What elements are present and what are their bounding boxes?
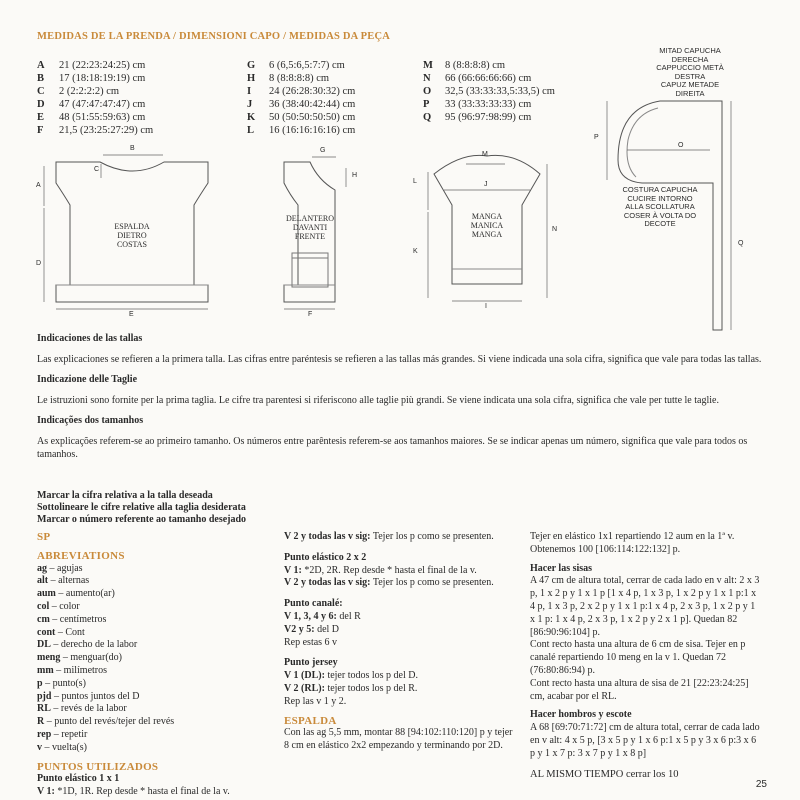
page-title: MEDIDAS DE LA PRENDA / DIMENSIONI CAPO / MEDIDAS DA PEÇA — [37, 31, 391, 42]
abbreviation-key: mm — [37, 664, 54, 676]
measurement-value: 6 (6,5:6,5:7:7) cm — [269, 60, 345, 71]
measurement-value: 47 (47:47:47:47) cm — [59, 99, 146, 110]
abbreviation-key: col — [37, 600, 50, 612]
abbreviation-value: – derecho de la labor — [50, 639, 138, 651]
hood-label-line: DESTRA — [674, 71, 706, 81]
label-F: F — [308, 311, 313, 318]
row-label: V 1 (DL): — [284, 670, 325, 682]
measurement-key: C — [37, 86, 45, 97]
hood-label-line: DIREITA — [675, 88, 705, 98]
hood-label-line: DERECHA — [671, 54, 709, 64]
abbreviation-item — [37, 742, 277, 755]
row-text: tejer todos los p del R. — [324, 682, 418, 694]
mark-line: Sottolineare le cifre relative alla taglia desiderata — [37, 502, 246, 513]
hood-label-line: ALLA SCOLLATURA — [625, 202, 695, 211]
measurement-value: 2 (2:2:2:2) cm — [59, 86, 120, 97]
back-text: Con las ag 5,5 mm, montar 88 [94:102:110:120] p y tejer 8 cm en elástico 2x2 empezando y terminando por 2D. — [284, 727, 513, 752]
abbreviation-item — [37, 627, 277, 640]
hood-label-line: MITAD CAPUCHA — [659, 46, 721, 55]
abbreviation-value: – puntos juntos del D — [51, 690, 140, 702]
measurement-key: H — [247, 73, 256, 84]
stitch-row — [284, 624, 514, 637]
label-O: O — [678, 142, 684, 149]
abbreviation-value: – alternas — [48, 575, 90, 587]
measurement-key: M — [423, 60, 433, 71]
abbreviations-list — [37, 563, 277, 755]
abbreviation-key: alt — [37, 575, 49, 587]
abbreviation-key: aum — [37, 588, 56, 600]
measurement-key: K — [247, 112, 256, 123]
abbreviation-key: meng — [37, 652, 61, 664]
row-label: V2 y 5: — [284, 623, 315, 635]
measurement-value: 32,5 (33:33:33,5:33,5) cm — [445, 86, 555, 97]
armhole-text-2: Cont recto hasta una altura de 6 cm de sisa. Tejer en p canalé repartiendo 10 meng en la v 1. Quedan 72 (76:80:86:94) p. — [530, 639, 746, 676]
measurement-value: 8 (8:8:8:8) cm — [269, 73, 330, 84]
abbreviation-value: – menguar(do) — [60, 652, 122, 664]
measurement-key: L — [247, 125, 255, 136]
same-time-text: AL MISMO TIEMPO cerrar los 10 — [530, 768, 679, 780]
abbreviation-key: ag — [37, 562, 47, 574]
row-text: Tejer los p como se presenten. — [370, 531, 494, 542]
measurement-value: 24 (26:28:30:32) cm — [269, 86, 356, 97]
mark-size-note — [37, 490, 246, 526]
abbreviation-value: – milímetros — [53, 664, 108, 676]
stitch-text — [37, 786, 277, 799]
back-heading: ESPALDA — [284, 714, 337, 727]
abbreviation-key: R — [37, 716, 45, 728]
label-A: A — [36, 182, 41, 189]
measurement-key: E — [37, 112, 45, 123]
stitch-heading: Punto jersey — [284, 657, 338, 669]
stitch-list — [284, 531, 514, 709]
measurement-key: B — [37, 73, 45, 84]
front-label — [278, 214, 342, 241]
row-text: del R — [336, 610, 361, 622]
abbreviation-value: – agujas — [47, 562, 83, 574]
sizes-heading: Indicaciones de las tallas — [37, 333, 143, 344]
label-J: J — [484, 181, 488, 188]
abbreviation-value: – punto(s) — [42, 677, 86, 689]
column-right — [530, 531, 762, 781]
front-label-line: FRENTE — [294, 232, 326, 241]
abbreviation-item — [37, 691, 277, 704]
abbreviation-key: p — [37, 677, 43, 689]
measurement-key: D — [37, 99, 45, 110]
abbreviation-value: – centímetros — [49, 613, 107, 625]
label-P: P — [594, 134, 599, 141]
abbreviation-item — [37, 639, 277, 652]
hood-label-line: COSER À VOLTA DO — [623, 210, 697, 220]
stitch-row — [284, 670, 514, 683]
mark-line: Marcar o número referente ao tamanho desejado — [37, 514, 247, 525]
stitch-heading: Punto canalé: — [284, 598, 343, 610]
row-text: del D — [314, 623, 340, 635]
stitch-row — [284, 611, 514, 624]
measurement-value: 21 (22:23:24:25) cm — [59, 60, 146, 71]
measurement-value: 66 (66:66:66:66) cm — [445, 73, 532, 84]
armhole-text-3: Cont recto hasta una altura de sisa de 21 [22:23:24:25] cm, acabar por el RL. — [530, 677, 749, 702]
measurement-key: I — [247, 86, 252, 97]
row-label: V 2 y todas las v sig: — [284, 531, 371, 542]
front-label-line: DAVANTI — [292, 223, 328, 232]
row-text: *2D, 2R. Rep desde * hasta el final de la v. — [301, 564, 477, 576]
back-label-line: ESPALDA — [114, 222, 150, 231]
back-label — [100, 222, 164, 249]
abbreviation-value: – vuelta(s) — [42, 741, 87, 753]
sizes-section — [37, 332, 767, 462]
abbreviation-key: rep — [37, 728, 52, 740]
measurement-value: 48 (51:55:59:63) cm — [59, 112, 146, 123]
row-text: Tejer los p como se presenten. — [370, 577, 494, 589]
stitch-row — [284, 565, 514, 578]
sleeve-label-line: MANGA — [471, 230, 503, 239]
label-D: D — [36, 260, 42, 267]
back-label-line: COSTAS — [116, 240, 148, 249]
abbreviation-key: pjd — [37, 690, 52, 702]
label-N: N — [552, 226, 558, 233]
abbreviation-key: DL — [37, 639, 51, 651]
sizes-text: Le istruzioni sono fornite per la prima taglia. Le cifre tra parentesi si riferiscono alle taglie più grandi. Se viene indicata una sola cifra, significa che vale per tutte le taglie. — [37, 394, 719, 406]
page-number: 25 — [755, 779, 767, 790]
stitch-row — [284, 696, 514, 709]
armhole-heading: Hacer las sisas — [530, 562, 593, 574]
stitch-row — [284, 683, 514, 696]
hood-label-line: CAPUZ METADE — [660, 80, 720, 89]
abbreviation-key: cm — [37, 613, 50, 625]
stitch-heading: Punto elástico 2 x 2 — [284, 551, 367, 563]
label-C: C — [94, 166, 100, 173]
label-M: M — [482, 151, 488, 158]
hood-label-line: DECOTE — [644, 219, 676, 228]
row-text: tejer todos los p del D. — [324, 670, 418, 682]
label-K: K — [413, 248, 418, 255]
measurement-key: J — [247, 99, 253, 110]
measurement-key: G — [247, 60, 256, 71]
shoulders-heading: Hacer hombros y escote — [530, 709, 632, 721]
measurement-value: 33 (33:33:33:33) cm — [445, 99, 532, 110]
row-label: V 1: — [37, 786, 55, 798]
measurement-value: 21,5 (23:25:27:29) cm — [59, 125, 154, 136]
label-L: L — [413, 178, 417, 185]
front-label-line: DELANTERO — [286, 214, 334, 223]
label-I: I — [485, 303, 487, 310]
label-B: B — [130, 145, 135, 152]
abbreviation-value: – Cont — [55, 626, 85, 638]
abbreviation-value: – repetir — [51, 728, 88, 740]
measurement-value: 36 (38:40:42:44) cm — [269, 99, 356, 110]
sizes-text: Las explicaciones se refieren a la primera talla. Las cifras entre paréntesis se refieren a las tallas más grandes. Si viene indicada una sola cifra, significa que vale para todas las tallas. — [37, 353, 762, 365]
measurement-value: 16 (16:16:16:16) cm — [269, 125, 356, 136]
measurement-key: Q — [423, 112, 432, 123]
sleeve-label-line: MANGA — [471, 212, 503, 221]
sizes-heading: Indicações dos tamanhos — [37, 415, 144, 426]
abbreviation-item — [37, 575, 277, 588]
abbreviation-item — [37, 729, 277, 742]
measurement-value: 8 (8:8:8:8) cm — [445, 60, 506, 71]
sleeve-label — [455, 212, 519, 239]
mark-line: Marcar la cifra relativa a la talla deseada — [37, 490, 213, 501]
abbreviation-item — [37, 652, 277, 665]
hood-label-line: CUCIRE INTORNO — [627, 193, 693, 203]
stitches-heading: PUNTOS UTILIZADOS — [37, 760, 159, 773]
rib-text: Tejer en elástico 1x1 repartiendo 12 aum en la 1ª v. Obtenemos 100 [106:114:122:132] p. — [530, 531, 735, 555]
abbreviation-item — [37, 716, 277, 729]
row-label: V 2 y todas las v sig: — [284, 577, 371, 589]
row-label: V 2 (RL): — [284, 682, 325, 694]
abbreviation-item — [37, 665, 277, 678]
hood-bottom-label — [605, 186, 715, 229]
size-code: SP — [37, 531, 51, 543]
abbreviation-item — [37, 678, 277, 691]
abbreviation-item — [37, 703, 277, 716]
label-E: E — [129, 311, 134, 318]
measurement-key: O — [423, 86, 432, 97]
column-left — [37, 531, 277, 799]
row-text: Rep las v 1 y 2. — [284, 695, 347, 707]
stitch-heading: Punto elástico 1 x 1 — [37, 773, 120, 785]
stitch-row — [284, 637, 514, 650]
abbreviation-item — [37, 601, 277, 614]
measurement-value: 50 (50:50:50:50) cm — [269, 112, 356, 123]
shoulders-text: A 68 [69:70:71:72] cm de altura total, cerrar de cada lado en v alt: 4 x 5 p, [3 x 5 p y 1 x 6 p:1 x 5 p y 3 x 6 p:3 x 6 p y 1 x 7 p: 3 x 7 p y 1 x 8 p] — [530, 722, 760, 759]
hood-label-line: COSTURA CAPUCHA — [622, 185, 698, 194]
armhole-text: A 47 cm de altura total, cerrar de cada lado en v alt: 2 x 3 p, 1 x 2 p y 1 x 1 p [1 x 4 p, 1 x 3 p, 1 x 2 p y 1 x 1 p:1 x 4 p, 1 x 3 p, 2 x 2 p y 1 x 1 p:1 x 4 p, 2 x 3 p, 1 x 2 p y 1 x 1 p: 1 x 4 p, 2 x 3 p, 1 x 2 p y 2 x 1 p]. Quedan 82 [86:90:96:104] p. — [530, 575, 760, 638]
sizes-text: As explicações referem-se ao primeiro tamanho. Os números entre parêntesis referem-se aos tamanhos maiores. Se se indicar apenas um número, significa que vale para todos os tamanhos. — [37, 435, 748, 460]
hood-top-label — [640, 47, 740, 98]
column-middle — [284, 531, 514, 753]
label-Q: Q — [738, 240, 744, 247]
abbreviation-value: – revés de la labor — [50, 703, 127, 715]
measurement-key: N — [423, 73, 431, 84]
back-label-line: DIETRO — [117, 231, 147, 240]
sleeve-label-line: MANICA — [470, 221, 504, 230]
abbreviation-key: v — [37, 741, 42, 753]
measurement-key: F — [37, 125, 44, 136]
row-text: Rep estas 6 v — [284, 636, 338, 648]
measurement-key: P — [423, 99, 430, 110]
abbreviation-item — [37, 588, 277, 601]
label-H: H — [352, 172, 358, 179]
row-text: *1D, 1R. Rep desde * hasta el final de la v. — [54, 786, 230, 798]
abbreviation-value: – aumento(ar) — [55, 588, 115, 600]
label-G: G — [320, 147, 326, 154]
row-label: V 1, 3, 4 y 6: — [284, 610, 337, 622]
abbreviation-item — [37, 563, 277, 576]
stitch-row — [284, 531, 514, 544]
abbreviation-value: – color — [49, 600, 80, 612]
measurement-value: 17 (18:18:19:19) cm — [59, 73, 146, 84]
measurement-key: A — [37, 60, 45, 71]
abbreviation-item — [37, 614, 277, 627]
hood-label-line: CAPPUCCIO METÀ — [656, 63, 724, 72]
sizes-heading: Indicazione delle Taglie — [37, 374, 138, 385]
abbreviations-heading: ABREVIATIONS — [37, 549, 125, 562]
abbreviation-key: cont — [37, 626, 56, 638]
stitch-row — [284, 577, 514, 590]
measurement-value: 95 (96:97:98:99) cm — [445, 112, 532, 123]
abbreviation-key: RL — [37, 703, 51, 715]
abbreviation-value: – punto del revés/tejer del revés — [44, 716, 175, 728]
row-label: V 1: — [284, 564, 302, 576]
